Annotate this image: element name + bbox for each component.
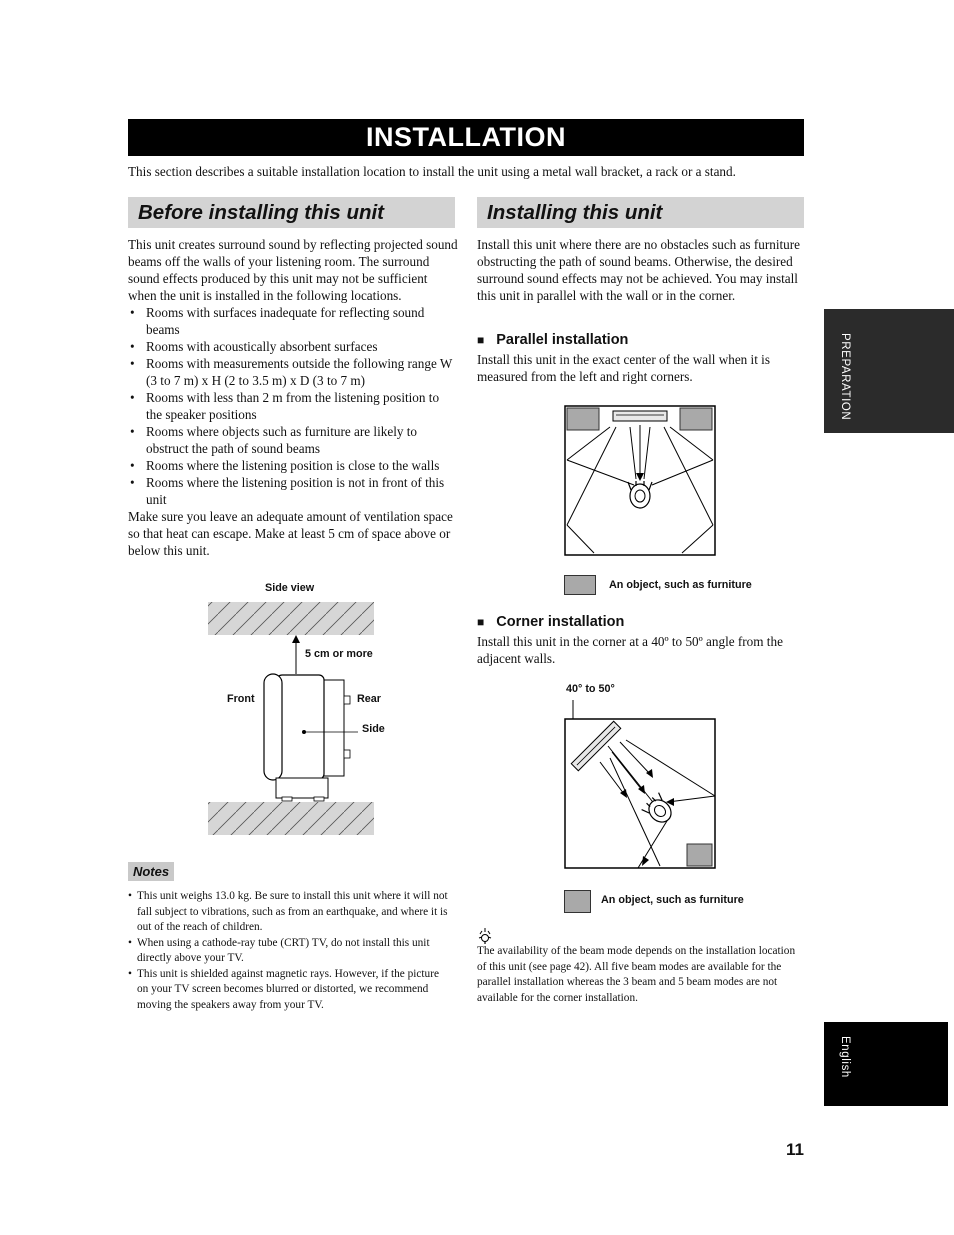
parallel-heading: ■ Parallel installation	[477, 332, 629, 348]
list-item: • Rooms where the listening position is close to the walls	[128, 457, 458, 474]
list-item: • This unit weighs 13.0 kg. Be sure to install this unit where it will not fall subject to vibrations, such as from an earthquake, and where it is out of the reach of children.	[128, 889, 448, 936]
square-bullet-icon: ■	[477, 333, 485, 347]
parallel-text: Install this unit in the exact center of the wall when it is measured from the left and right corners.	[477, 352, 770, 384]
legend-label-2: An object, such as furniture	[601, 894, 744, 906]
gap-label: 5 cm or more	[305, 648, 373, 660]
list-item: • Rooms with less than 2 m from the listening position to the speaker positions	[128, 389, 458, 423]
list-item: • Rooms where objects such as furniture are likely to obstruct the path of sound beams	[128, 423, 458, 457]
page-title: INSTALLATION	[128, 119, 804, 156]
legend-swatch	[564, 890, 591, 913]
side-label: Side	[362, 723, 385, 735]
before-paragraph: This unit creates surround sound by reflecting projected sound beams off the walls of your listening room. The surround sound effects produced by this unit may not be sufficient when the unit is installed in the following locations.	[128, 237, 458, 303]
list-item: • Rooms with surfaces inadequate for reflecting sound beams	[128, 304, 458, 338]
tip-text: The availability of the beam mode depends on the installation location of this unit (see page 42). All five beam modes are available for the parallel installation whereas the 3 beam and 5 beam modes are not available for the corner installation.	[477, 945, 796, 1004]
gap-arrow-icon	[292, 635, 300, 643]
front-label: Front	[227, 693, 255, 705]
notes-label: Notes	[128, 862, 174, 881]
legend-swatch	[564, 575, 596, 595]
angle-label: 40° to 50°	[566, 683, 615, 695]
section-heading-before: Before installing this unit	[128, 197, 455, 228]
furniture-block	[567, 408, 599, 430]
list-item: • Rooms where the listening position is not in front of this unit	[128, 474, 458, 508]
language-tab-label: English	[839, 1036, 851, 1078]
furniture-block	[680, 408, 712, 430]
rear-label: Rear	[357, 693, 382, 705]
before-section-body	[128, 236, 458, 559]
installing-paragraph: Install this unit where there are no obstacles such as furniture obstructing the path of sound beams. Otherwise, the desired surround sound effects may not be achieved. You may install this unit in parallel with the wall or in the corner.	[477, 237, 800, 303]
furniture-block	[687, 844, 712, 866]
legend-label: An object, such as furniture	[609, 579, 752, 591]
corner-installation-diagram	[560, 698, 720, 873]
list-item: • Rooms with acoustically absorbent surfaces	[128, 338, 458, 355]
list-item: • When using a cathode-ray tube (CRT) TV, do not install this unit directly above your TV.	[128, 936, 448, 967]
lightbulb-tip-icon	[477, 928, 497, 944]
parallel-installation-diagram	[564, 405, 716, 556]
list-item: • This unit is shielded against magnetic rays. However, if the picture on your TV screen becomes blurred or distorted, we recommend moving the speakers away from your TV.	[128, 967, 448, 1014]
before-bullet-list	[128, 304, 458, 508]
corner-heading: ■ Corner installation	[477, 614, 625, 630]
section-heading-installing: Installing this unit	[477, 197, 804, 228]
list-item: • Rooms with measurements outside the following range W (3 to 7 m) x H (2 to 3.5 m) x D (3 to 7 m)	[128, 355, 458, 389]
corner-text: Install this unit in the corner at a 40º to 50º angle from the adjacent walls.	[477, 634, 783, 666]
language-tab	[824, 1022, 948, 1106]
page-number: 11	[786, 1140, 804, 1159]
side-view-title: Side view	[265, 582, 315, 594]
ventilation-paragraph: Make sure you leave an adequate amount of ventilation space so that heat can escape. Make at least 5 cm of space above or below this unit.	[128, 509, 453, 558]
side-view-diagram	[200, 578, 400, 838]
section-tab-label: PREPARATION	[839, 333, 851, 421]
square-bullet-icon: ■	[477, 615, 485, 629]
notes-list	[128, 889, 448, 1013]
section-tab	[824, 309, 954, 433]
intro-text: This section describes a suitable installation location to install the unit using a metal wall bracket, a rack or a stand.	[128, 164, 736, 179]
